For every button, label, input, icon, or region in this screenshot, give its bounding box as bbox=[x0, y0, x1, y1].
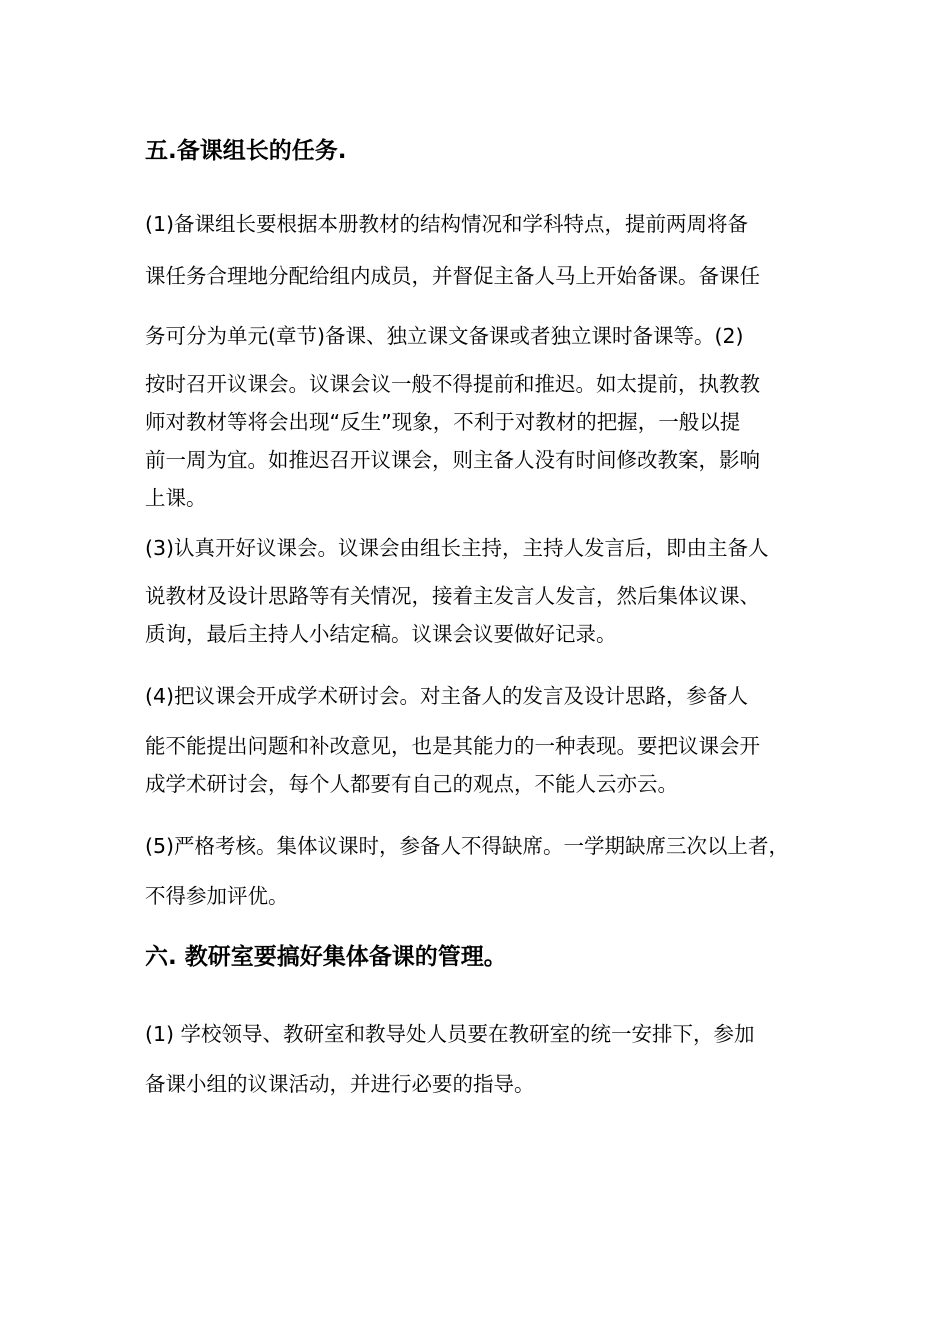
paragraph-line: 上课。 bbox=[145, 486, 207, 510]
paragraph-line: 成学术研讨会，每个人都要有自己的观点，不能人云亦云。 bbox=[145, 772, 678, 796]
paragraph-line: 能不能提出问题和补改意见，也是其能力的一种表现。要把议课会开 bbox=[145, 734, 760, 758]
paragraph-line: (4)把议课会开成学术研讨会。对主备人的发言及设计思路，参备人 bbox=[145, 684, 749, 708]
paragraph-line: 师对教材等将会出现“反生”现象，不利于对教材的把握，一般以提 bbox=[145, 410, 741, 434]
paragraph-line: 不得参加评优。 bbox=[145, 884, 289, 908]
paragraph-line: 质询，最后主持人小结定稿。议课会议要做好记录。 bbox=[145, 622, 617, 646]
section-6-heading: 六. 教研室要搞好集体备课的管理。 bbox=[145, 944, 507, 970]
paragraph-line: 按时召开议课会。议课会议一般不得提前和推迟。如太提前，执教教 bbox=[145, 372, 760, 396]
paragraph-line: (1) 学校领导、教研室和教导处人员要在教研室的统一安排下，参加 bbox=[145, 1022, 755, 1046]
section-5-heading: 五.备课组长的任务. bbox=[145, 138, 347, 164]
paragraph-line: 备课小组的议课活动，并进行必要的指导。 bbox=[145, 1072, 535, 1096]
paragraph-line: (5)严格考核。集体议课时，参备人不得缺席。一学期缺席三次以上者， bbox=[145, 834, 790, 858]
paragraph-line: 前一周为宜。如推迟召开议课会，则主备人没有时间修改教案，影响 bbox=[145, 448, 760, 472]
paragraph-line: (1)备课组长要根据本册教材的结构情况和学科特点，提前两周将备 bbox=[145, 212, 749, 236]
paragraph-line: 课任务合理地分配给组内成员，并督促主备人马上开始备课。备课任 bbox=[145, 264, 760, 288]
paragraph-line: (3)认真开好议课会。议课会由组长主持，主持人发言后，即由主备人 bbox=[145, 536, 769, 560]
paragraph-line: 说教材及设计思路等有关情况，接着主发言人发言，然后集体议课、 bbox=[145, 584, 760, 608]
paragraph-line: 务可分为单元(章节)备课、独立课文备课或者独立课时备课等。(2) bbox=[145, 324, 744, 348]
